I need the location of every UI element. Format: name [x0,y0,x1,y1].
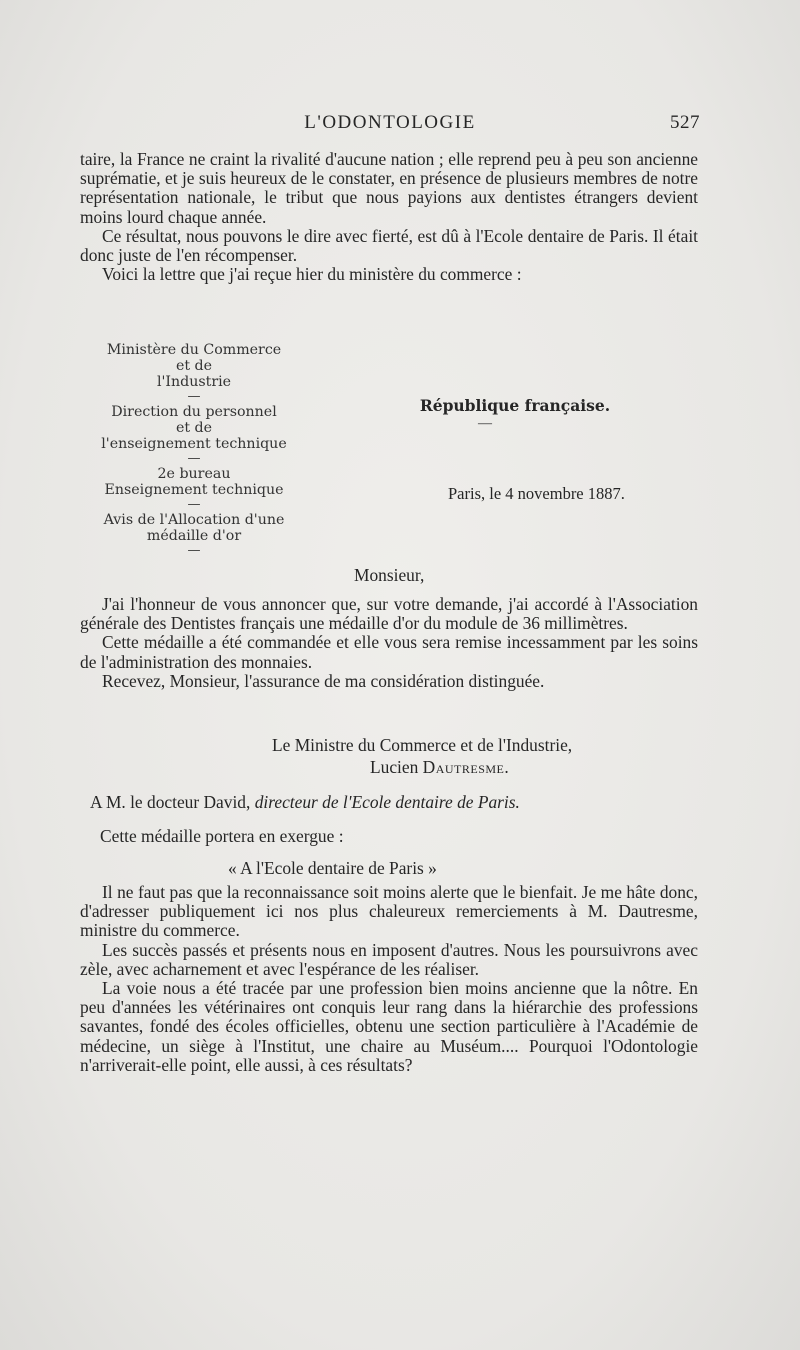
letterhead-line: Direction du personnel [111,404,277,420]
letterhead-line: Enseignement technique [104,482,284,498]
signature-first-name: Lucien [370,757,419,777]
letterhead-line: et de [175,358,213,374]
letterhead-line: Ministère du Commerce [106,342,282,358]
addressee-title: directeur de l'Ecole dentaire de Paris. [254,792,520,812]
letterhead-line: et de [175,420,213,436]
medal-exergue: « A l'Ecole dentaire de Paris » [228,858,437,878]
letter-body [80,595,698,691]
paragraph: taire, la France ne craint la rivalité d'aucune nation ; elle reprend peu à peu son ancienne suprématie, et je suis heureux de le constater, en présence de plusieurs membres de notre représentation nationale, le tribut que nous payions aux dentistes étrangers devient moins lourd chaque année. [80,149,698,227]
salutation: Monsieur, [354,565,425,585]
medal-intro: Cette médaille portera en exergue : [100,826,344,846]
letterhead-dash: — [187,389,201,404]
opening-text [80,150,698,284]
letterhead-line: 2e bureau [157,466,231,482]
letterhead-line: l'Industrie [156,374,232,390]
paragraph: J'ai l'honneur de vous annoncer que, sur votre demande, j'ai accordé à l'Association générale des Dentistes français une médaille d'or du module de 36 millimètres. [80,594,698,634]
addressee [90,792,520,813]
letterhead-dash: — [187,497,201,512]
republic-dash: — [478,416,492,431]
journal-title: L'ODONTOLOGIE [304,112,476,133]
paragraph: Les succès passés et présents nous en imposent d'autres. Nous les poursuivrons avec zèle, avec acharnement et avec l'espérance de les réaliser. [80,939,698,979]
letterhead-line: Avis de l'Allocation d'une [103,512,285,528]
closing-text [80,883,698,1075]
letterhead-line: l'enseignement technique [101,436,287,452]
paragraph: Recevez, Monsieur, l'assurance de ma considération distinguée. [102,670,545,691]
letterhead-line: médaille d'or [146,528,242,544]
running-header [80,112,700,138]
paragraph: Cette médaille a été commandée et elle vous sera remise incessamment par les soins de l'administration des monnaies. [80,632,698,672]
letter-date: Paris, le 4 novembre 1887. [448,484,625,503]
paragraph: Il ne faut pas que la reconnaissance soit moins alerte que le bienfait. Je me hâte donc, d'adresser publiquement ici nos plus chaleureux remerciements à M. Dautresme, ministre du commerce. [80,882,698,941]
signature-last-name: Dautresme. [422,757,510,777]
addressee-name: A M. le docteur David, [90,792,251,812]
letterhead-dash: — [187,543,201,558]
signature-title: Le Ministre du Commerce et de l'Industrie, [272,735,573,755]
letterhead-dash: — [187,451,201,466]
page-number: 527 [670,112,700,133]
paragraph: Voici la lettre que j'ai reçue hier du ministère du commerce : [102,264,522,285]
paragraph: Ce résultat, nous pouvons le dire avec fierté, est dû à l'Ecole dentaire de Paris. Il était donc juste de l'en récompenser. [80,225,698,266]
republic-heading: République française. [419,396,611,415]
signature-name [370,757,509,778]
ministry-letterhead [74,342,314,558]
paragraph: La voie nous a été tracée par une profession bien moins ancienne que la nôtre. En peu d'années les vétérinaires ont conquis leur rang dans la hiérarchie des professions savantes, fondé des écoles officielles, obtenu une section particulière à l'Académie de médecine, un siège à l'Institut, une chaire au Muséum.... Pourquoi l'Odontologie n'arriverait-elle point, elle aussi, à ces résultats? [80,978,698,1075]
